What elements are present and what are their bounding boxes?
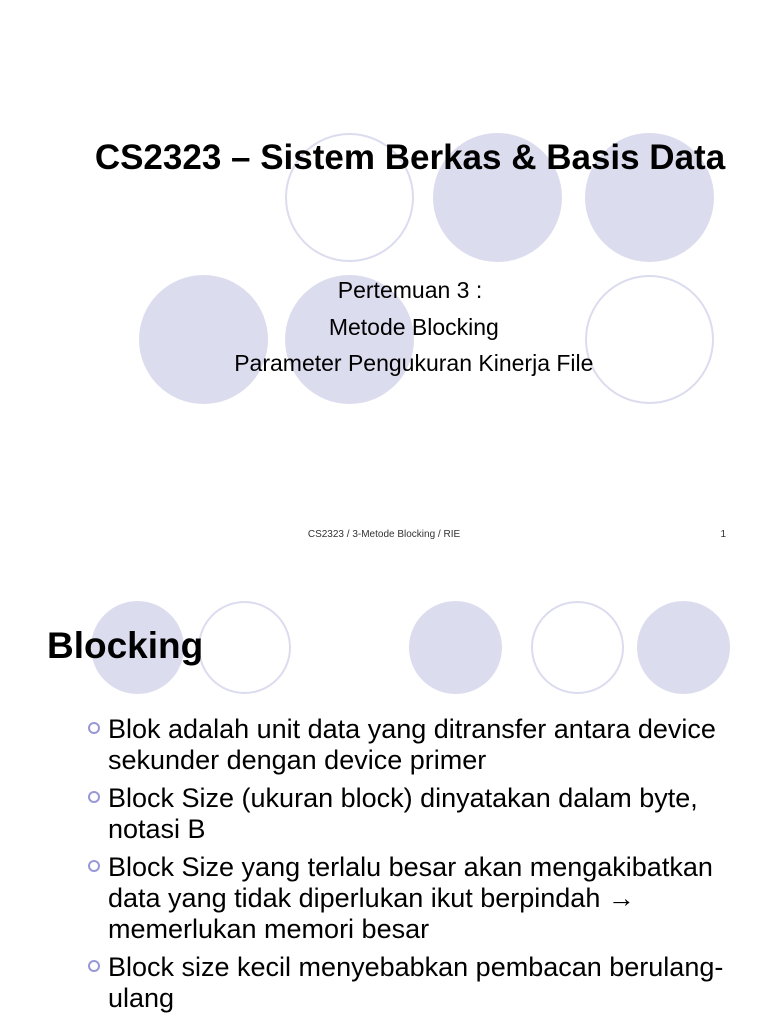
slide-title: CS2323 – Sistem Berkas & Basis Data [94, 138, 726, 177]
subtitle-prefix: - [321, 313, 329, 340]
bullet-text: Block size kecil menyebabkan pembacan berulang-ulang [108, 952, 724, 1013]
decor-circle-filled [409, 601, 502, 694]
slide-footer: CS2323 / 3-Metode Blocking / RIE [307, 529, 461, 540]
decor-circle-outline [198, 601, 291, 694]
slide-title: Blocking [47, 625, 204, 666]
hollow-circle-bullet-icon [88, 860, 100, 872]
subtitle-line [110, 309, 710, 346]
bullet-item [86, 783, 746, 845]
decor-circle-filled [637, 601, 730, 694]
subtitle-text: Parameter Pengukuran Kinerja File [234, 350, 594, 376]
bullet-item [86, 952, 746, 1014]
subtitle-text: Metode Blocking [328, 313, 499, 340]
bullet-list [86, 714, 746, 1021]
hollow-circle-bullet-icon [88, 960, 100, 972]
subtitle-prefix: - [226, 350, 235, 376]
bullet-item [86, 852, 746, 945]
bullet-text: Block Size (ukuran block) dinyatakan dalam byte, notasi B [108, 783, 698, 844]
page-number: 1 [720, 529, 726, 540]
subtitle-line [110, 345, 710, 382]
subtitle-text: Pertemuan 3 : [337, 277, 483, 303]
content-slide [0, 576, 768, 1024]
subtitle-block [110, 272, 710, 382]
decor-circle-outline [531, 601, 624, 694]
hollow-circle-bullet-icon [88, 722, 100, 734]
subtitle-line [110, 272, 710, 309]
bullet-text: Block Size yang terlalu besar akan mengakibatkan data yang tidak diperlukan ikut berpindah → memerlukan memori besar [108, 852, 713, 944]
hollow-circle-bullet-icon [88, 791, 100, 803]
bullet-item [86, 714, 746, 776]
bullet-text: Blok adalah unit data yang ditransfer antara device sekunder dengan device primer [108, 714, 716, 775]
